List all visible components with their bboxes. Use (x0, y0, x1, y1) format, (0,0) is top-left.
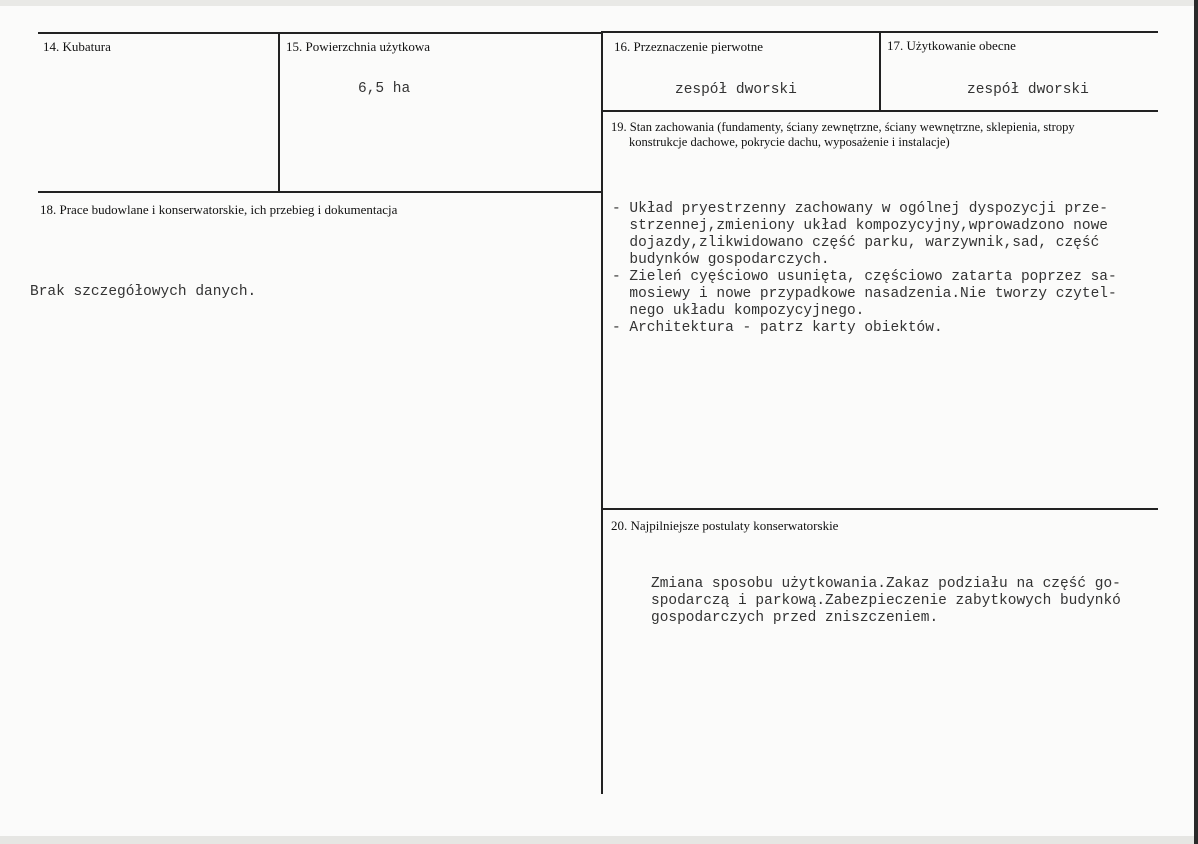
divider-14-15 (278, 32, 280, 192)
field-19-line: nego układu kompozycyjnego. (612, 303, 865, 319)
field-16-value: zespół dworski (675, 82, 797, 98)
rule-top-left (38, 32, 601, 34)
rule-under-16-17 (601, 110, 1158, 112)
field-19-line: budynków gospodarczych. (612, 252, 830, 268)
field-14-label: 14. Kubatura (43, 39, 111, 54)
field-19-line: - Architektura - patrz karty obiektów. (612, 320, 943, 336)
field-20-label: 20. Najpilniejsze postulaty konserwatorskie (611, 518, 839, 533)
field-18-label: 18. Prace budowlane i konserwatorskie, ich przebieg i dokumentacja (40, 202, 398, 217)
divider-16-17 (879, 31, 881, 111)
field-19-line: dojazdy,zlikwidowano część parku, warzywnik,sad, część (612, 235, 1100, 251)
field-19-line: - Zieleń cyęściowo usunięta, częściowo zatarta poprzez sa- (612, 269, 1117, 285)
field-19-label-line2: konstrukcje dachowe, pokrycie dachu, wyposażenie i instalacje) (629, 135, 950, 149)
field-17-value: zespół dworski (967, 82, 1089, 98)
rule-above-20 (601, 508, 1158, 510)
paper-edge-top (0, 0, 1198, 6)
field-19-line: mosiewy i nowe przypadkowe nasadzenia.Nie tworzy czytel- (612, 286, 1117, 302)
field-20-line: gospodarczych przed zniszczeniem. (651, 610, 939, 626)
field-15-value: 6,5 ha (358, 81, 411, 97)
field-18-value: Brak szczegółowych danych. (30, 284, 257, 300)
field-20-line: spodarczą i parkową.Zabezpieczenie zabytkowych budynkó (651, 593, 1121, 609)
field-20-line: Zmiana sposobu użytkowania.Zakaz podziału na część go- (651, 576, 1121, 592)
field-19-line: - Układ pryestrzenny zachowany w ogólnej dyspozycji prze- (612, 201, 1108, 217)
field-17-label: 17. Użytkowanie obecne (887, 38, 1016, 53)
field-16-label: 16. Przeznaczenie pierwotne (614, 39, 764, 54)
rule-under-14-15 (38, 191, 601, 193)
divider-center (601, 31, 603, 794)
field-15-label: 15. Powierzchnia użytkowa (286, 39, 431, 54)
field-19-line: strzennej,zmieniony układ kompozycyjny,wprowadzono nowe (612, 218, 1108, 234)
scan-edge-right (1194, 0, 1198, 844)
paper-edge-bottom (0, 836, 1198, 844)
field-19-label-line1: 19. Stan zachowania (fundamenty, ściany zewnętrzne, ściany wewnętrzne, sklepienia, stropy (611, 120, 1075, 134)
